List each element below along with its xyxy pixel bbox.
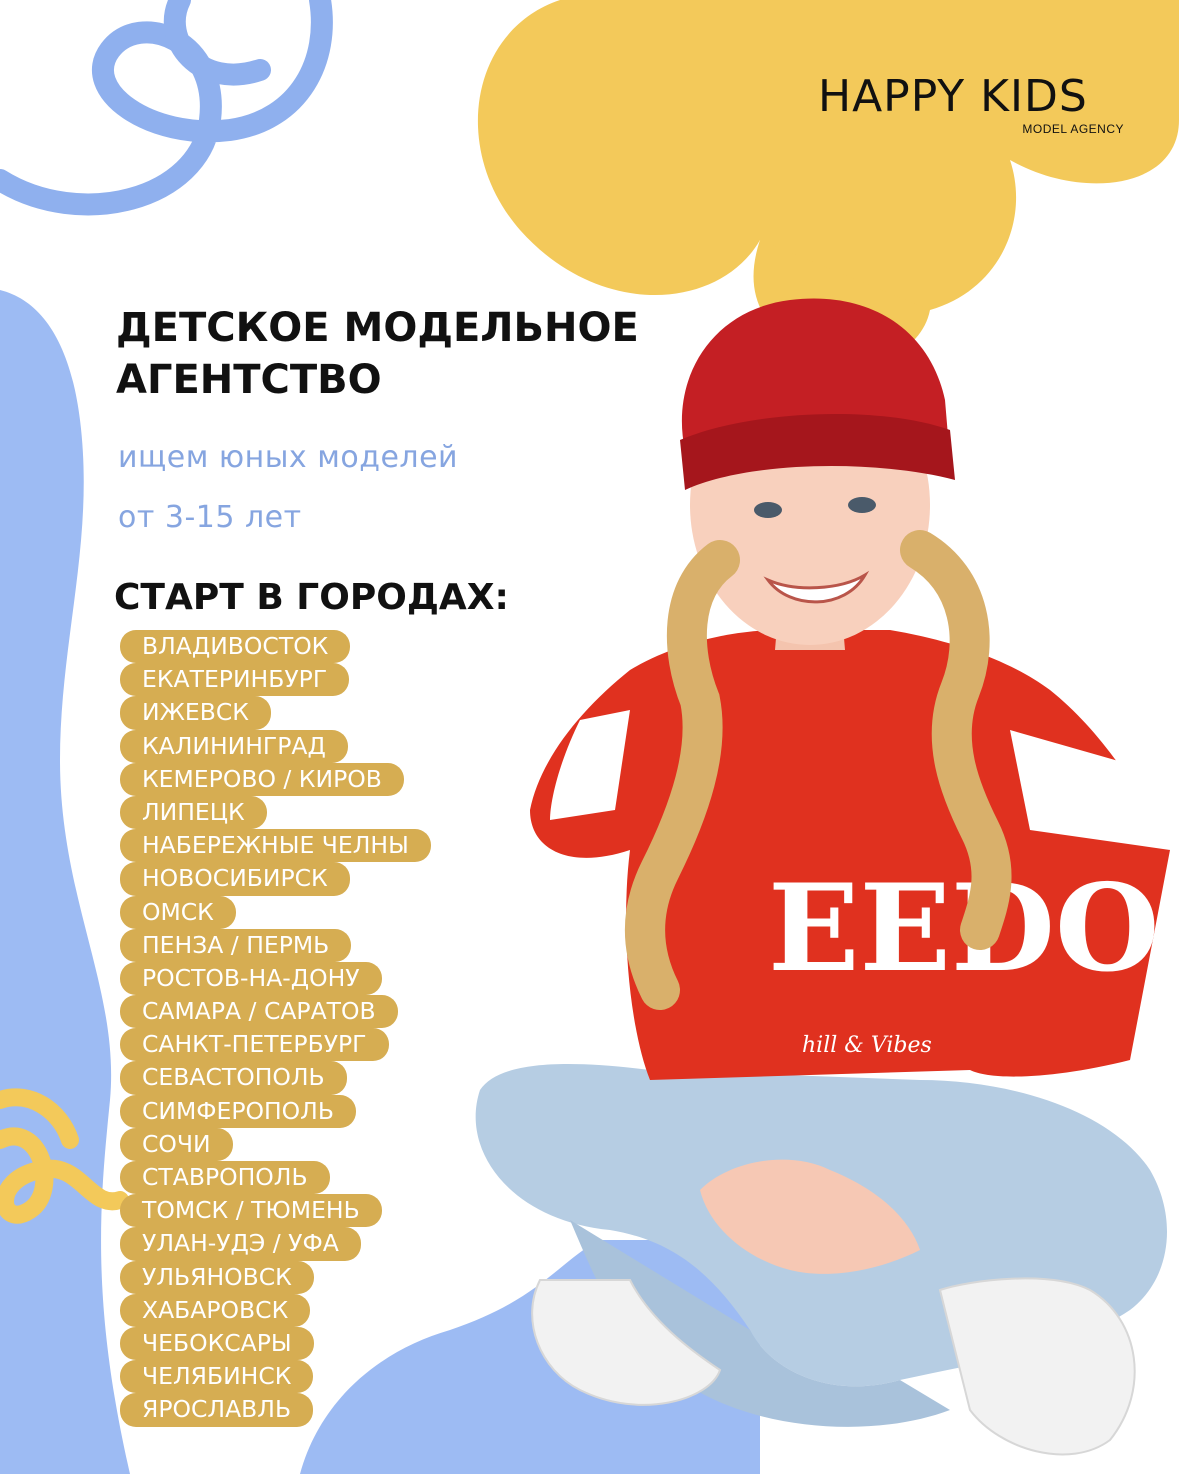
city-item	[120, 962, 460, 995]
city-label: САНКТ-ПЕТЕРБУРГ	[120, 1028, 389, 1061]
city-label: ЯРОСЛАВЛЬ	[120, 1393, 313, 1426]
city-item	[120, 1261, 460, 1294]
city-item	[120, 763, 460, 796]
city-item	[120, 1028, 460, 1061]
child-model-photo	[450, 290, 1179, 1474]
title-line-2: АГЕНТСТВО	[116, 357, 382, 403]
city-item	[120, 995, 460, 1028]
city-item	[120, 896, 460, 929]
city-item	[120, 1061, 460, 1094]
shirt-print-text: EEDO	[768, 858, 1160, 999]
logo-title: HAPPY KIDS	[818, 71, 1088, 122]
city-label: НОВОСИБИРСК	[120, 862, 350, 895]
city-item	[120, 1194, 460, 1227]
city-item	[120, 1227, 460, 1260]
shirt-print-small: hill & Vibes	[802, 1033, 932, 1058]
cities-heading: СТАРТ В ГОРОДАХ:	[114, 577, 509, 618]
title-line-1: ДЕТСКОЕ МОДЕЛЬНОЕ	[116, 305, 639, 351]
blue-swirl-top	[0, 0, 322, 204]
right-shoe	[940, 1278, 1135, 1454]
city-label: СИМФЕРОПОЛЬ	[120, 1095, 356, 1128]
city-label: ПЕНЗА / ПЕРМЬ	[120, 929, 351, 962]
city-label: УЛАН-УДЭ / УФА	[120, 1227, 361, 1260]
city-label: ЕКАТЕРИНБУРГ	[120, 663, 349, 696]
city-item	[120, 1360, 460, 1393]
city-item	[120, 796, 460, 829]
subtitle-line-1: ищем юных моделей	[118, 440, 459, 475]
city-label: КЕМЕРОВО / КИРОВ	[120, 763, 404, 796]
city-item	[120, 630, 460, 663]
city-item	[120, 1128, 460, 1161]
city-list	[120, 630, 460, 1427]
city-label: РОСТОВ-НА-ДОНУ	[120, 962, 382, 995]
blue-swirl-top-2	[175, 0, 260, 75]
city-label: ЧЕЛЯБИНСК	[120, 1360, 313, 1393]
city-label: КАЛИНИНГРАД	[120, 730, 348, 763]
city-label: ОМСК	[120, 896, 236, 929]
right-eye	[848, 497, 876, 513]
city-label: САМАРА / САРАТОВ	[120, 995, 398, 1028]
logo-subtitle: MODEL AGENCY	[1022, 122, 1124, 136]
city-label: УЛЬЯНОВСК	[120, 1261, 314, 1294]
city-label: СЕВАСТОПОЛЬ	[120, 1061, 347, 1094]
city-label: ЧЕБОКСАРЫ	[120, 1327, 314, 1360]
city-label: ИЖЕВСК	[120, 696, 271, 729]
city-item	[120, 829, 460, 862]
city-item	[120, 929, 460, 962]
subtitle-line-2: от 3-15 лет	[118, 500, 302, 535]
city-item	[120, 1327, 460, 1360]
city-label: СТАВРОПОЛЬ	[120, 1161, 330, 1194]
city-label: НАБЕРЕЖНЫЕ ЧЕЛНЫ	[120, 829, 431, 862]
city-item	[120, 1294, 460, 1327]
subtitle	[118, 428, 458, 548]
city-item	[120, 862, 460, 895]
city-item	[120, 663, 460, 696]
city-label: ЛИПЕЦК	[120, 796, 267, 829]
city-label: ХАБАРОВСК	[120, 1294, 310, 1327]
blue-blob-left	[0, 290, 130, 1474]
left-eye	[754, 502, 782, 518]
red-shirt	[530, 630, 1170, 1080]
city-item	[120, 1393, 460, 1426]
city-label: ВЛАДИВОСТОК	[120, 630, 350, 663]
agency-logo	[818, 72, 1128, 142]
city-item	[120, 730, 460, 763]
page-title	[116, 302, 716, 406]
city-item	[120, 1161, 460, 1194]
city-label: СОЧИ	[120, 1128, 233, 1161]
city-item	[120, 1095, 460, 1128]
city-item	[120, 696, 460, 729]
city-label: ТОМСК / ТЮМЕНЬ	[120, 1194, 382, 1227]
